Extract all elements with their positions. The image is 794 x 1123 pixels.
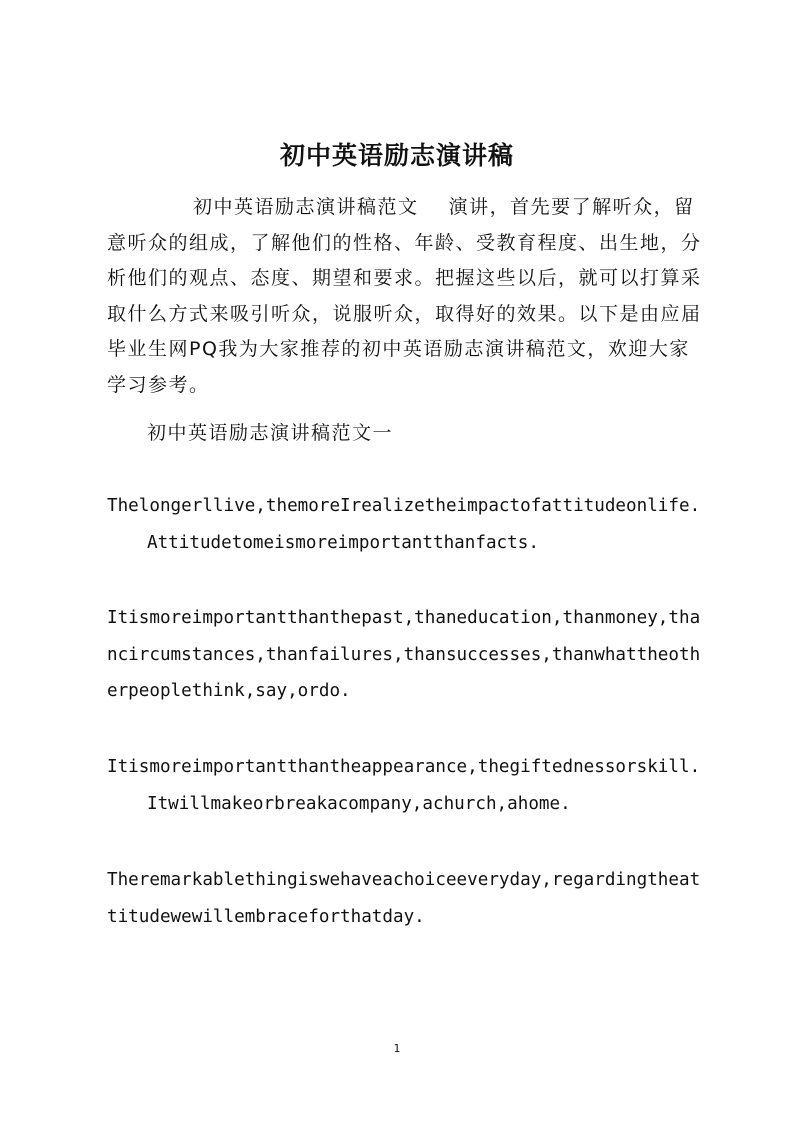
page-title: 初中英语励志演讲稿 bbox=[279, 141, 514, 170]
english-paragraph-3-line-2: Itwillmakeorbreakacompany,achurch,ahome. bbox=[147, 793, 571, 814]
section-subheading: 初中英语励志演讲稿范文一 bbox=[147, 422, 394, 444]
english-paragraph-3-line-1: Itismoreimportantthantheappearance,thegiftednessorskill. bbox=[107, 757, 701, 777]
intro-paragraph: 初中英语励志演讲稿范文 演讲，首先要了解听众，留意听众的组成，了解他们的性格、年龄、受教育程度、出生地，分析他们的观点、态度、期望和要求。把握这些以后，就可以打算采取什么方式来吸引听众，说服听众，取得好的效果。以下是由应届毕业生网PQ我为大家推荐的初中英语励志演讲稿范文，欢迎大家学习参考。 bbox=[107, 196, 702, 396]
english-paragraph-3 bbox=[107, 749, 707, 822]
english-paragraph-4 bbox=[107, 862, 707, 935]
english-paragraph-1-line-2: Attitudetomeismoreimportantthanfacts. bbox=[147, 532, 539, 553]
english-paragraph-2-text: Itismoreimportantthanthepast,thaneducation,thanmoney,thancircumstances,thanfailures,thansuccesses,thanwhattheotherpeoplethink,say,ordo. bbox=[107, 608, 701, 701]
english-paragraph-1 bbox=[107, 488, 707, 561]
english-paragraph-1-line-1: Thelongerllive,themoreIrealizetheimpactofattitudeonlife. bbox=[107, 496, 701, 516]
page-number: 1 bbox=[393, 1042, 401, 1055]
english-paragraph-2 bbox=[107, 600, 707, 710]
english-paragraph-4-text: Theremarkablethingiswehaveachoiceeveryday,regardingtheattitudewewillembraceforthatday. bbox=[107, 870, 701, 927]
